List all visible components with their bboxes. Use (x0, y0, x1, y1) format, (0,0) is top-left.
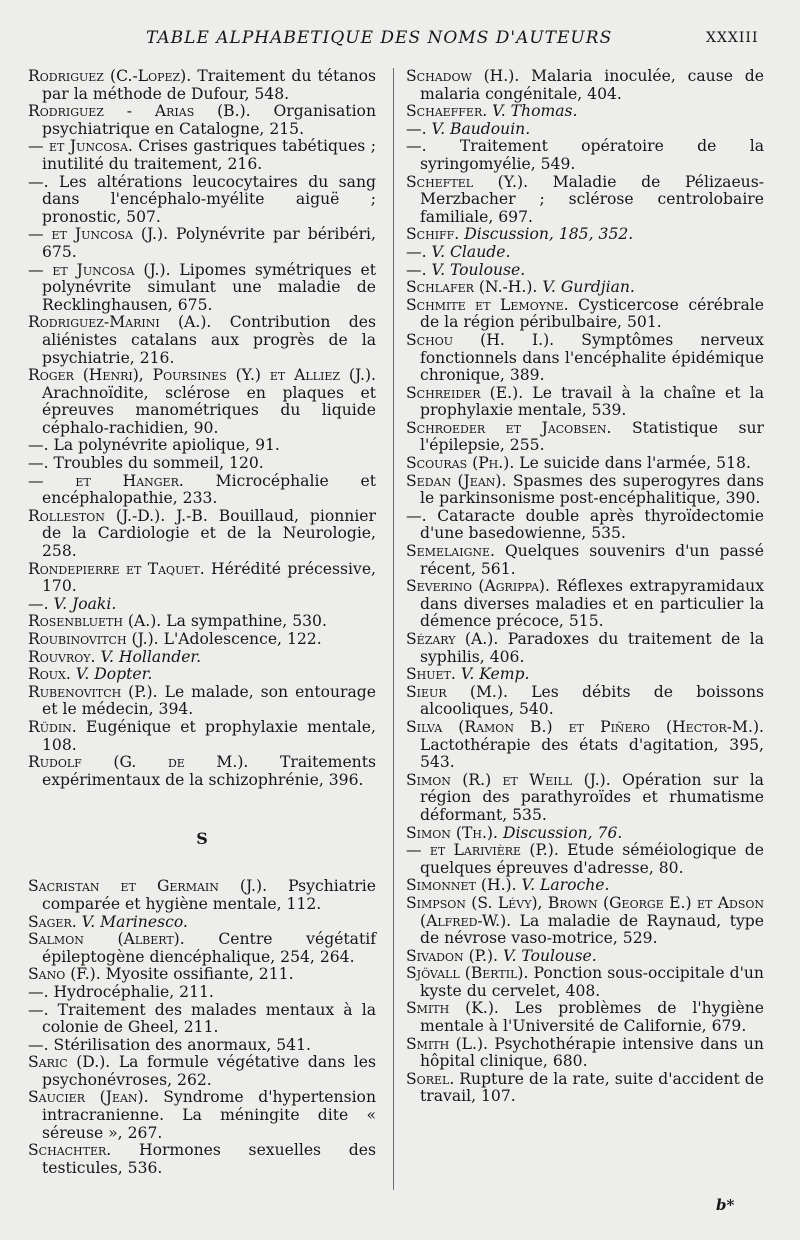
page-number: XXXIII (706, 30, 759, 46)
author-name: —. (406, 137, 427, 156)
entry-title: La maladie de Raynaud, type de névrose vaso-motrice, 529. (420, 911, 764, 948)
author-name: Sjövall (Bertil). (406, 964, 529, 983)
entry-title: Paradoxes du traitement de la syphilis, 406. (420, 630, 764, 666)
author-name: Schreider (E.). (406, 383, 524, 402)
author-name: —. (28, 982, 49, 1001)
entry-title: Hormones sexuelles des testicules, 536. (42, 1141, 376, 1177)
author-name: Sedan (Jean). (406, 471, 507, 490)
entry-title: Ponction sous-occipitale d'un kyste du cervelet, 408. (420, 964, 764, 1000)
author-name: Rosenblueth (A.). (28, 612, 162, 631)
author-name: Schou (H. I.). (406, 330, 555, 349)
author-name: Schmite et Lemoyne. (406, 295, 569, 314)
author-name: Roubinovitch (J.). (28, 630, 159, 648)
author-name: Sacristan et Germain (J.). (28, 877, 268, 896)
entry-title: Syndrome d'hypertension intracranienne. La méningite dite « séreuse », 267. (42, 1088, 376, 1142)
index-entry (28, 103, 376, 138)
entry-title: Malaria inoculée, cause de malaria congénitale, 404. (420, 67, 764, 103)
index-entry (406, 455, 764, 473)
entry-title: Etude séméiologique de quelques épreuves d'adresse, 80. (420, 841, 764, 877)
index-entry (28, 508, 376, 561)
author-name: Silva (Ramon B.) et Piñero (Hector-M.). (406, 717, 764, 736)
index-entry (28, 455, 376, 473)
index-entry (28, 1037, 376, 1055)
index-entry (28, 649, 376, 667)
cross-reference: V. Dopter. (75, 665, 153, 684)
entry-title: Crises gastriques tabétiques ; inutilité du traitement, 216. (42, 137, 376, 173)
entry-title: Statistique sur l'épilepsie, 255. (420, 418, 765, 455)
index-entry (28, 1002, 376, 1037)
author-name: Rolleston (J.-D.). (28, 506, 166, 525)
entry-title: Microcéphalie et encéphalopathie, 233. (42, 471, 376, 508)
author-name: Rubenovitch (P.). (28, 682, 158, 701)
author-name: Schachter. (28, 1141, 112, 1160)
index-entry (28, 966, 376, 984)
entry-title: Spasmes des superogyres dans le parkinsonisme post-encéphalitique, 390. (420, 471, 764, 508)
cross-reference: V. Baudouin. (431, 119, 531, 138)
cross-reference: V. Joaki. (53, 594, 117, 613)
author-name: Schiff. (406, 225, 460, 244)
author-name: — et Juncosa (J.). (28, 225, 169, 244)
left-entry-list-s (28, 878, 376, 1177)
entry-title: Troubles du sommeil, 120. (53, 454, 264, 473)
index-entry (406, 138, 764, 173)
cross-reference: Discussion, 185, 352. (464, 225, 634, 244)
index-entry (406, 332, 764, 385)
author-name: —. (406, 506, 427, 525)
author-name: —. (28, 594, 49, 613)
index-entry (28, 914, 376, 932)
index-entry (406, 965, 764, 1000)
right-entry-list (406, 68, 764, 1106)
index-entry (406, 121, 764, 139)
author-name: Salmon (Albert). (28, 930, 185, 949)
index-entry (406, 297, 764, 332)
entry-title: Les débits de boissons alcooliques, 540. (420, 682, 764, 719)
index-entry (406, 825, 764, 843)
entry-title: Traitement du tétanos par la méthode de Dufour, 548. (42, 67, 376, 103)
index-entry (406, 68, 764, 103)
entry-title: Arachnoïdite, sclérose en plaques et épreuves manométriques du liquide céphalo-rachidien, 90. (42, 383, 376, 437)
index-entry (406, 473, 764, 508)
entry-title: J.-B. Bouillaud, pionnier de la Cardiologie et de la Neurologie, 258. (42, 506, 376, 561)
author-name: — et Larivière (P.). (406, 841, 559, 860)
entry-title: Cysticercose cérébrale de la région péribulbaire, 501. (420, 295, 764, 332)
index-entry (28, 1142, 376, 1177)
author-name: Roger (Henri), Poursines (Y.) et Alliez (J.). (28, 366, 376, 385)
cross-reference: V. Claude. (431, 242, 511, 261)
index-entry (406, 174, 764, 227)
author-name: —. (406, 242, 427, 261)
entry-title: Polynévrite par béribéri, 675. (42, 225, 376, 261)
author-name: Sager. (28, 912, 77, 931)
index-entry (28, 473, 376, 508)
author-name: Semelaigne. (406, 542, 495, 561)
author-name: Rodriguez - Arias (B.). (28, 102, 251, 121)
author-name: — et Juncosa. (28, 137, 133, 156)
entry-title: Centre végétatif épileptogène diencéphalique, 254, 264. (42, 930, 376, 966)
author-name: Sano (F.). (28, 965, 101, 984)
index-entry (406, 543, 764, 578)
index-entry (28, 314, 376, 367)
author-name: Sivadon (P.). (406, 946, 499, 965)
author-name: —. (28, 436, 49, 455)
index-entry (28, 631, 376, 649)
entry-title: Symptômes nerveux fonctionnels dans l'encéphalite épidémique chronique, 389. (420, 330, 764, 385)
index-entry (28, 666, 376, 684)
index-entry (28, 437, 376, 455)
index-entry (406, 279, 764, 297)
author-name: Saucier (Jean). (28, 1088, 149, 1107)
entry-title: Traitement des malades mentaux à la colonie de Gheel, 211. (42, 1000, 376, 1037)
author-name: Rüdin. (28, 717, 77, 736)
entry-title: La formule végétative dans les psychonévroses, 262. (42, 1053, 376, 1089)
author-name: —. (406, 119, 427, 138)
author-name: Rondepierre et Taquet. (28, 559, 205, 578)
index-entry (406, 1000, 764, 1035)
index-entry (28, 596, 376, 614)
entry-title: L'Adolescence, 122. (163, 630, 322, 648)
author-name: Smith (L.). (406, 1034, 489, 1053)
index-entry (28, 174, 376, 227)
author-name: —. (28, 1035, 49, 1054)
index-entry (406, 666, 764, 684)
author-name: Sézary (A.). (406, 630, 499, 648)
running-title: TABLE ALPHABETIQUE DES NOMS D'AUTEURS (146, 28, 613, 48)
author-name: Rodriguez (C.-Lopez). (28, 67, 192, 85)
index-entry (28, 719, 376, 754)
author-name: Schroeder et Jacobsen. (406, 418, 612, 437)
author-name: Rudolf (G. de M.). (28, 753, 249, 772)
author-name: Sieur (M.). (406, 682, 508, 701)
index-entry (406, 508, 764, 543)
index-entry (406, 895, 764, 948)
author-name: Simon (Th.). (406, 823, 498, 842)
author-name: Roux. (28, 665, 71, 684)
index-entry (406, 1071, 764, 1106)
index-entry (406, 948, 764, 966)
author-name: Rouvroy. (28, 647, 96, 666)
index-entry (28, 1089, 376, 1142)
index-entry (406, 772, 764, 825)
index-entry (406, 226, 764, 244)
entry-title: Le malade, son entourage et le médecin, 394. (42, 682, 376, 719)
entry-title: Psychiatrie comparée et hygiène mentale, 112. (42, 877, 376, 913)
index-entry (406, 103, 764, 121)
cross-reference: Discussion, 76. (502, 823, 623, 842)
entry-title: Psychothérapie intensive dans un hôpital clinique, 680. (420, 1034, 764, 1071)
index-entry (28, 931, 376, 966)
entry-title: Hérédité précessive, 170. (42, 559, 377, 596)
cross-reference: V. Kemp. (460, 665, 530, 684)
author-name: —. (28, 454, 49, 473)
author-name: Scouras (Ph.). (406, 454, 515, 473)
entry-title: Contribution des aliénistes catalans aux progrès de la psychiatrie, 216. (42, 313, 376, 367)
index-entry (28, 754, 376, 789)
index-entry (406, 262, 764, 280)
entry-title: Le suicide dans l'armée, 518. (519, 454, 751, 473)
signature-mark: b* (716, 1196, 735, 1214)
index-entry (28, 68, 376, 103)
author-name: Shuet. (406, 665, 456, 684)
entry-title: Lipomes symétriques et polynévrite simulant une maladie de Recklinghausen, 675. (42, 260, 376, 314)
index-entry (28, 684, 376, 719)
left-column (28, 68, 376, 1177)
author-name: Rodriguez-Marini (A.). (28, 313, 212, 332)
entry-title: Lactothérapie des états d'agitation, 395, 543. (420, 735, 764, 772)
column-divider (393, 68, 394, 1190)
author-name: Simon (R.) et Weill (J.). (406, 770, 611, 789)
index-entry (406, 578, 764, 631)
cross-reference: V. Marinesco. (81, 912, 188, 931)
index-entry (406, 842, 764, 877)
index-entry (28, 561, 376, 596)
index-entry (406, 1036, 764, 1071)
entry-title: Réflexes extrapyramidaux dans diverses maladies et en particulier la démence précoce, 515. (420, 577, 764, 631)
right-column (406, 68, 764, 1106)
index-entry (406, 244, 764, 262)
entry-title: Cataracte double après thyroïdectomie d'une basedowienne, 535. (420, 506, 764, 543)
left-entry-list (28, 68, 376, 789)
index-entry (28, 367, 376, 437)
index-entry (28, 138, 376, 173)
page-header (0, 28, 800, 52)
author-name: Saric (D.). (28, 1053, 111, 1072)
entry-title: Traitement opératoire de la syringomyélie, 549. (420, 137, 764, 173)
entry-title: Le travail à la chaîne et la prophylaxie mentale, 539. (420, 383, 764, 420)
author-name: —. (28, 1000, 49, 1019)
entry-title: Hydrocéphalie, 211. (53, 982, 214, 1001)
cross-reference: V. Laroche. (521, 876, 610, 895)
index-entry (28, 226, 376, 261)
index-entry (406, 385, 764, 420)
entry-title: La sympathine, 530. (166, 612, 327, 631)
entry-title: Stérilisation des anormaux, 541. (53, 1035, 311, 1054)
index-entry (406, 420, 764, 455)
entry-title: Les altérations leucocytaires du sang dans l'encéphalo-myélite aiguë ; pronostic, 507. (42, 172, 377, 226)
cross-reference: V. Toulouse. (502, 946, 597, 965)
cross-reference: V. Hollander. (100, 647, 202, 666)
index-entry (28, 613, 376, 631)
index-entry (28, 262, 376, 315)
entry-title: Quelques souvenirs d'un passé récent, 561. (420, 542, 764, 578)
author-name: —. (28, 172, 49, 191)
author-name: Scheftel (Y.). (406, 172, 529, 191)
index-entry (406, 684, 764, 719)
index-entry (406, 719, 764, 772)
entry-title: Les problèmes de l'hygiène mentale à l'Université de Californie, 679. (420, 999, 764, 1036)
index-entry (406, 877, 764, 895)
entry-title: Eugénique et prophylaxie mentale, 108. (42, 717, 376, 754)
author-name: Smith (K.). (406, 999, 499, 1018)
index-entry (406, 631, 764, 666)
section-letter: S (196, 829, 208, 849)
author-name: —. (406, 260, 427, 279)
index-entry (28, 878, 376, 913)
entry-title: La polynévrite apiolique, 91. (53, 436, 280, 455)
entry-title: Opération sur la région des parathyroïdes et rhumatisme déformant, 535. (420, 770, 764, 824)
author-name: Simonnet (H.). (406, 876, 517, 895)
cross-reference: V. Thomas. (492, 102, 578, 121)
author-name: Schaeffer. (406, 102, 488, 121)
author-name: Schadow (H.). (406, 67, 520, 85)
entry-title: Organisation psychiatrique en Catalogne, 215. (42, 102, 376, 138)
author-name: Severino (Agrippa). (406, 577, 550, 596)
entry-title: Myosite ossifiante, 211. (105, 965, 294, 984)
entry-title: Rupture de la rate, suite d'accident de travail, 107. (420, 1069, 764, 1106)
author-name: Schlafer (N.-H.). (406, 278, 538, 297)
author-name: — et Hanger. (28, 471, 184, 490)
entry-title: Traitements expérimentaux de la schizophrénie, 396. (42, 753, 376, 789)
author-name: Sorel. (406, 1069, 455, 1088)
cross-reference: V. Toulouse. (431, 260, 526, 279)
index-entry (28, 984, 376, 1002)
entry-title: Maladie de Pélizaeus-Merzbacher ; sclérose centrolobaire familiale, 697. (420, 172, 764, 226)
author-name: Simpson (S. Lévy), Brown (George E.) et Adson (Alfred-W.). (406, 893, 764, 930)
index-entry (28, 1054, 376, 1089)
cross-reference: V. Gurdjian. (542, 278, 635, 297)
author-name: — et Juncosa (J.). (28, 260, 171, 279)
